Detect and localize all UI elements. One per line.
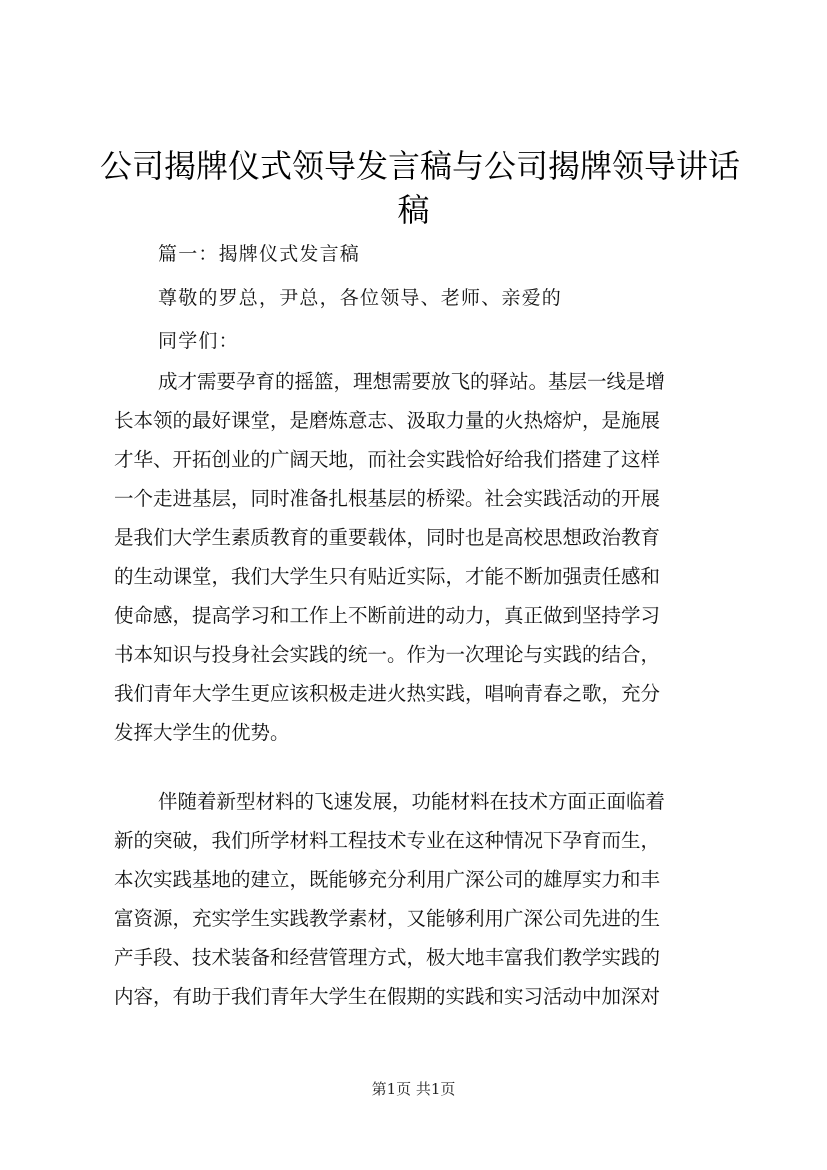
salutation-line-1: 尊敬的罗总，尹总，各位领导、老师、亲爱的 xyxy=(158,287,563,309)
paragraph-2 xyxy=(114,782,736,1016)
page-number-label: 第1页 共1页 xyxy=(371,1080,456,1098)
paragraph-line: 我们青年大学生更应该积极走进火热实践，唱响青春之歌，充分 xyxy=(114,682,661,705)
paragraph-1 xyxy=(114,362,736,752)
title-line-2: 稿 xyxy=(397,191,430,229)
section-heading: 篇一：揭牌仪式发言稿 xyxy=(158,243,361,265)
paragraph-line: 富资源，充实学生实践教学素材，又能够利用广深公司先进的生 xyxy=(114,907,661,930)
paragraph-line: 本次实践基地的建立，既能够充分利用广深公司的雄厚实力和丰 xyxy=(114,868,661,891)
paragraph-line: 伴随着新型材料的飞速发展，功能材料在技术方面正面临着 xyxy=(158,790,666,813)
paragraph-line: 一个走进基层，同时准备扎根基层的桥梁。社会实践活动的开展 xyxy=(114,487,661,510)
paragraph-line: 才华、开拓创业的广阔天地，而社会实践恰好给我们搭建了这样 xyxy=(114,448,661,471)
paragraph-line: 的生动课堂，我们大学生只有贴近实际，才能不断加强责任感和 xyxy=(114,565,661,588)
salutation-line-2: 同学们： xyxy=(158,330,239,352)
paragraph-line: 使命感，提高学习和工作上不断前进的动力，真正做到坚持学习 xyxy=(114,604,661,627)
paragraph-line: 新的突破，我们所学材料工程技术专业在这种情况下孕育而生， xyxy=(114,829,661,852)
paragraph-line: 发挥大学生的优势。 xyxy=(114,721,290,744)
document-title xyxy=(100,144,741,232)
page-footer xyxy=(0,1079,827,1099)
title-line-1: 公司揭牌仪式领导发言稿与公司揭牌领导讲话 xyxy=(100,147,741,185)
paragraph-line: 长本领的最好课堂，是磨炼意志、汲取力量的火热熔炉，是施展 xyxy=(114,409,661,432)
paragraph-line: 产手段、技术装备和经营管理方式，极大地丰富我们教学实践的 xyxy=(114,946,661,969)
paragraph-line: 是我们大学生素质教育的重要载体，同时也是高校思想政治教育 xyxy=(114,526,661,549)
paragraph-line: 书本知识与投身社会实践的统一。作为一次理论与实践的结合， xyxy=(114,643,661,666)
paragraph-line: 成才需要孕育的摇篮，理想需要放飞的驿站。基层一线是增 xyxy=(158,370,666,393)
paragraph-line: 内容，有助于我们青年大学生在假期的实践和实习活动中加深对 xyxy=(114,985,661,1008)
